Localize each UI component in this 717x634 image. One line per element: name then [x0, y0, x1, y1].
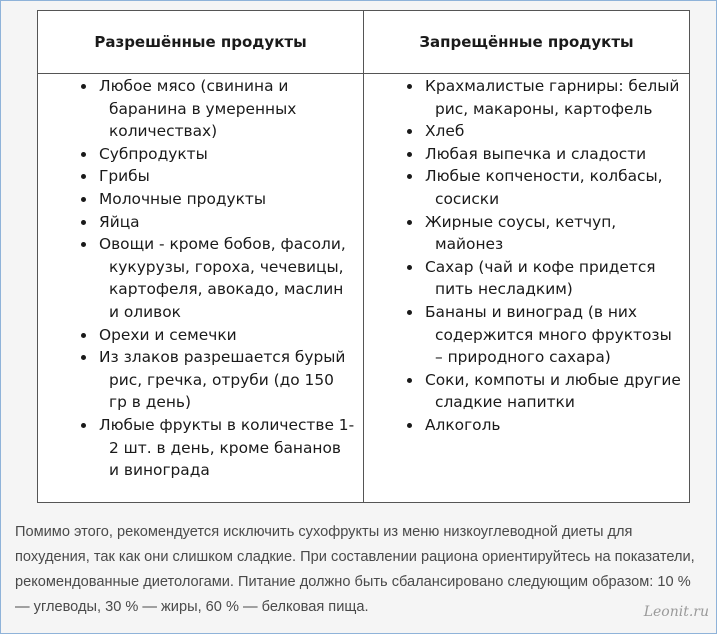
body-paragraph: Помимо этого, рекомендуется исключить сухофрукты из меню низкоуглеводной диеты для похудения, так как они слишком сладкие. При составлении рациона ориентируйтесь на показатели, рекомендованные диетологами. Питание должно быть сбалансировано следующим образом: 10 % — углеводы, 30 % — жиры, 60 % — белковая пища.: [15, 524, 695, 615]
list-item: Грибы: [46, 165, 355, 188]
list-item: Овощи - кроме бобов, фасоли, кукурузы, гороха, чечевицы, картофеля, авокадо, маслин и оливок: [46, 233, 355, 323]
list-item: Орехи и семечки: [46, 324, 355, 347]
forbidden-products-list: [372, 75, 681, 437]
allowed-products-header: Разрешённые продукты: [38, 11, 364, 74]
table-header-row: [38, 11, 690, 74]
list-item: Любые копчености, колбасы, сосиски: [372, 165, 681, 210]
diet-products-table: [37, 10, 690, 503]
list-item: Любые фрукты в количестве 1-2 шт. в день, кроме бананов и винограда: [46, 414, 355, 482]
list-item: Субпродукты: [46, 143, 355, 166]
list-item: Соки, компоты и любые другие сладкие напитки: [372, 369, 681, 414]
allowed-products-cell: [38, 74, 364, 503]
list-item: Крахмалистые гарниры: белый рис, макароны, картофель: [372, 75, 681, 120]
list-item: Хлеб: [372, 120, 681, 143]
table-body-row: [38, 74, 690, 503]
list-item: Алкоголь: [372, 414, 681, 437]
list-item: Бананы и виноград (в них содержится много фруктозы – природного сахара): [372, 301, 681, 369]
allowed-products-list: [46, 75, 355, 482]
list-item: Жирные соусы, кетчуп, майонез: [372, 211, 681, 256]
list-item: Сахар (чай и кофе придется пить несладким): [372, 256, 681, 301]
forbidden-products-header: Запрещённые продукты: [364, 11, 690, 74]
forbidden-products-cell: [364, 74, 690, 503]
list-item: Яйца: [46, 211, 355, 234]
list-item: Любая выпечка и сладости: [372, 143, 681, 166]
list-item: Из злаков разрешается бурый рис, гречка, отруби (до 150 гр в день): [46, 346, 355, 414]
watermark: Leonit.ru: [643, 604, 709, 620]
list-item: Молочные продукты: [46, 188, 355, 211]
list-item: Любое мясо (свинина и баранина в умеренных количествах): [46, 75, 355, 143]
